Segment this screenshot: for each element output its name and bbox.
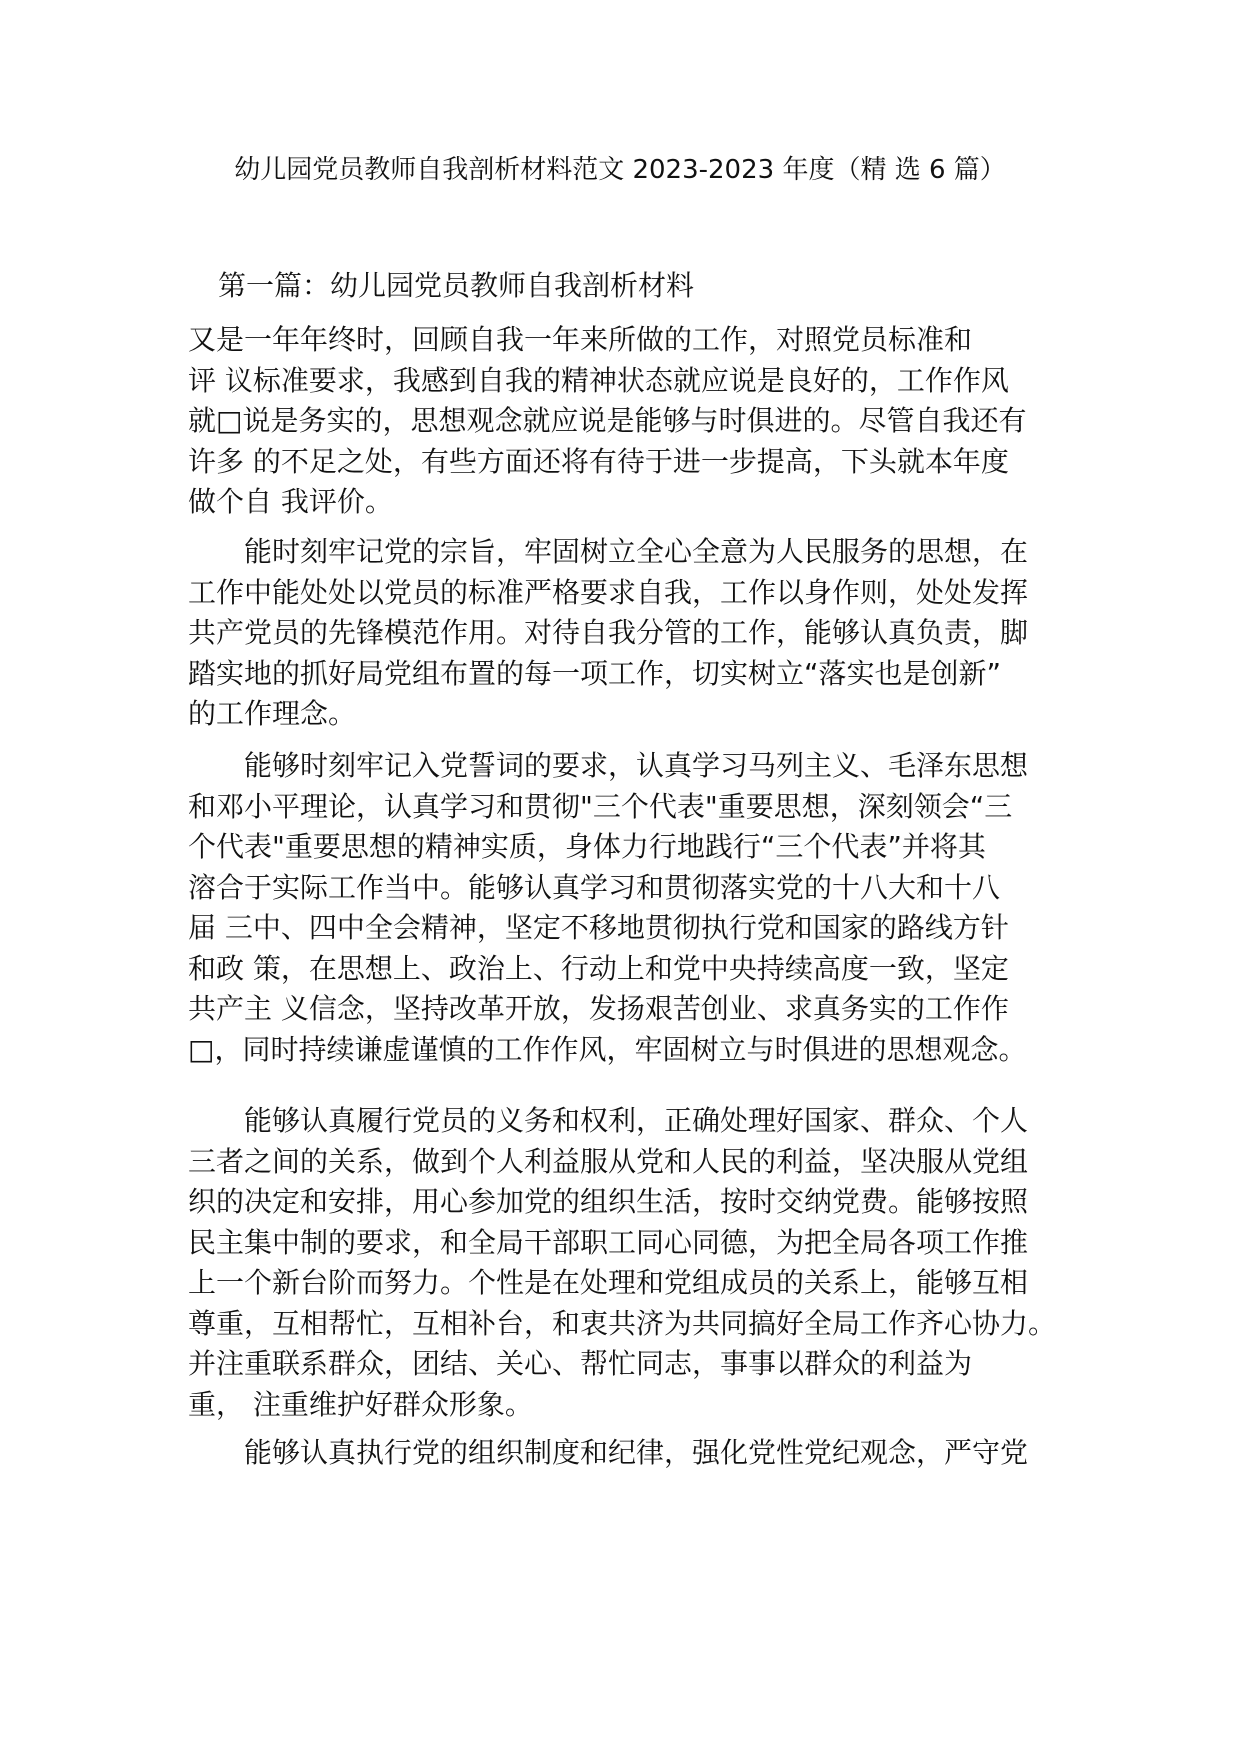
paragraph-line: 和政 策，在思想上、政治上、行动上和党中央持续高度一致，坚定 xyxy=(188,951,1009,985)
paragraph-5 xyxy=(188,1433,1058,1474)
paragraph-line: 踏实地的抓好局党组布置的每一项工作，切实树立“落实也是创新” xyxy=(188,656,1002,690)
paragraph-line: 三者之间的关系，做到个人利益服从党和人民的利益，坚决服从党组 xyxy=(188,1144,1029,1178)
paragraph-line: 织的决定和安排，用心参加党的组织生活，按时交纳党费。能够按照 xyxy=(188,1185,1029,1218)
paragraph-line: 许多 的不足之处，有些方面还将有待于进一步提高，下头就本年度 xyxy=(188,444,1009,478)
paragraph-3 xyxy=(188,746,1058,1070)
paragraph-line: 又是一年年终时，回顾自我一年来所做的工作，对照党员标准和 xyxy=(188,323,973,356)
paragraph-line: 的工作理念。 xyxy=(188,697,357,730)
paragraph-line: 民主集中制的要求，和全局干部职工同心同德，为把全局各项工作推 xyxy=(188,1225,1029,1259)
paragraph-line: □，同时持续谦虚谨慎的工作作风，牢固树立与时俱进的思想观念。 xyxy=(188,1032,1027,1066)
paragraph-line: 溶合于实际工作当中。能够认真学习和贯彻落实党的十八大和十八 xyxy=(188,870,1001,904)
paragraph-line: 和邓小平理论，认真学习和贯彻"三个代表"重要思想，深刻领会“三 xyxy=(188,789,1013,823)
paragraph-line: 共产主 义信念，坚持改革开放，发扬艰苦创业、求真务实的工作作 xyxy=(188,992,1009,1025)
section-heading: 第一篇：幼儿园党员教师自我剖析材料 xyxy=(218,269,695,302)
paragraph-line: 就□说是务实的，思想观念就应说是能够与时俱进的。尽管自我还有 xyxy=(188,404,1027,437)
paragraph-line: 能时刻牢记党的宗旨，牢固树立全心全意为人民服务的思想，在 xyxy=(244,535,1029,568)
paragraph-line: 做个自 我评价。 xyxy=(188,485,393,518)
document-title: 幼儿园党员教师自我剖析材料范文 2023-2023 年度（精 选 6 篇） xyxy=(234,155,1006,185)
paragraph-line: 能够认真执行党的组织制度和纪律，强化党性党纪观念，严守党 xyxy=(244,1436,1029,1469)
paragraph-4 xyxy=(188,1101,1058,1425)
paragraph-line: 能够时刻牢记入党誓词的要求，认真学习马列主义、毛泽东思想 xyxy=(244,749,1029,782)
paragraph-1 xyxy=(188,320,1058,523)
paragraph-line: 个代表"重要思想的精神实质，身体力行地践行“三个代表”并将其 xyxy=(188,830,986,863)
paragraph-line: 上一个新台阶而努力。个性是在处理和党组成员的关系上，能够互相 xyxy=(188,1266,1029,1299)
paragraph-line: 评 议标准要求，我感到自我的精神状态就应说是良好的，工作作风 xyxy=(188,363,1009,397)
paragraph-line: 能够认真履行党员的义务和权利，正确处理好国家、群众、个人 xyxy=(244,1104,1029,1137)
paragraph-line: 尊重，互相帮忙，互相补台，和衷共济为共同搞好全局工作齐心协力。 xyxy=(188,1306,1057,1340)
paragraph-line: 工作中能处处以党员的标准严格要求自我，工作以身作则，处处发挥 xyxy=(188,575,1029,609)
paragraph-line: 届 三中、四中全会精神，坚定不移地贯彻执行党和国家的路线方针 xyxy=(188,911,1009,944)
paragraph-line: 重， 注重维护好群众形象。 xyxy=(188,1387,533,1421)
paragraph-line: 共产党员的先锋模范作用。对待自我分管的工作，能够认真负责，脚 xyxy=(188,616,1029,649)
paragraph-line: 并注重联系群众，团结、关心、帮忙同志，事事以群众的利益为 xyxy=(188,1347,973,1380)
paragraph-2 xyxy=(188,532,1058,735)
